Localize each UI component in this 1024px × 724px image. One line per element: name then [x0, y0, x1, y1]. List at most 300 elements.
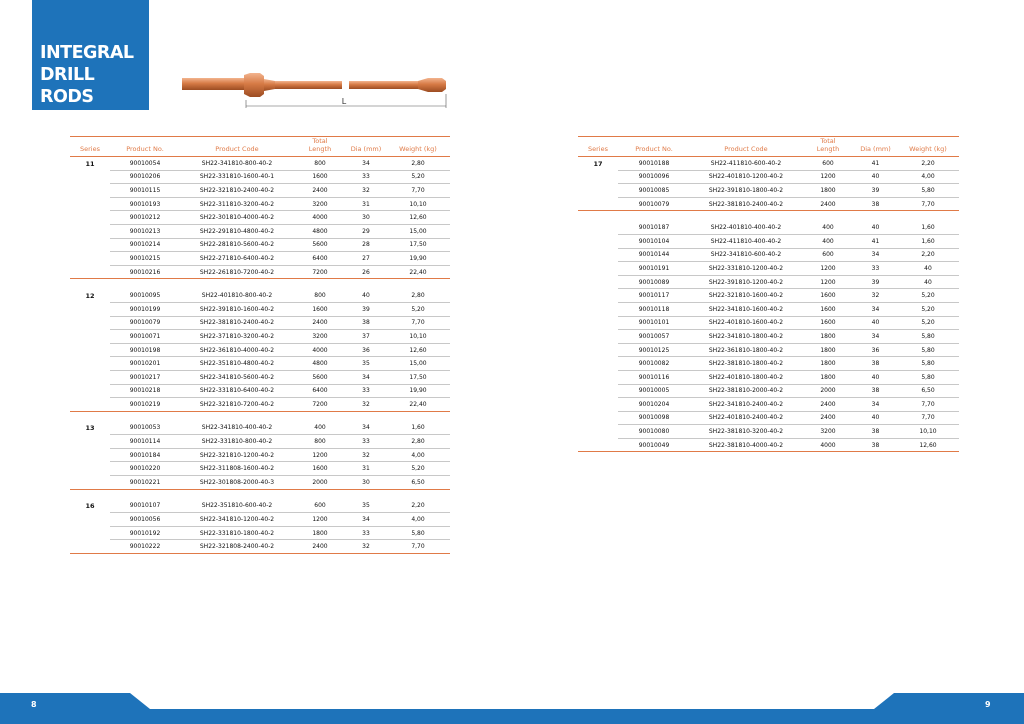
weight-cell: 22,40	[386, 265, 450, 279]
product-no-cell: 90010116	[618, 370, 690, 384]
total-length-cell: 2000	[802, 384, 854, 398]
product-code-cell: SH22-351810-600-40-2	[180, 500, 294, 513]
weight-cell: 2,20	[386, 500, 450, 513]
page-number-right: 9	[985, 700, 991, 709]
product-no-cell: 90010054	[110, 157, 180, 171]
product-no-cell: 90010213	[110, 224, 180, 238]
total-length-cell: 1800	[802, 330, 854, 344]
header-weight: Weight (kg)	[897, 137, 959, 157]
series-cell	[70, 448, 110, 462]
weight-cell: 5,80	[897, 370, 959, 384]
series-cell	[70, 316, 110, 330]
table-header	[578, 137, 959, 157]
weight-cell: 2,20	[897, 157, 959, 171]
dia-cell: 34	[346, 370, 386, 384]
dia-cell: 41	[854, 157, 897, 171]
total-length-cell: 6400	[294, 384, 346, 398]
product-code-cell: SH22-301810-4000-40-2	[180, 211, 294, 225]
table-row	[70, 526, 450, 540]
product-code-cell: SH22-321810-2400-40-2	[180, 184, 294, 198]
total-length-cell: 2400	[294, 184, 346, 198]
dia-cell: 28	[346, 238, 386, 252]
product-no-cell: 90010056	[110, 513, 180, 527]
product-code-cell: SH22-311808-1600-40-2	[180, 462, 294, 476]
series-cell	[578, 370, 618, 384]
left-product-table	[70, 136, 450, 554]
dia-cell: 38	[854, 197, 897, 211]
dia-cell: 37	[346, 330, 386, 344]
series-cell	[70, 343, 110, 357]
table-row	[70, 197, 450, 211]
product-code-cell: SH22-341810-1800-40-2	[690, 330, 802, 344]
table-row	[70, 357, 450, 371]
product-no-cell: 90010216	[110, 265, 180, 279]
total-length-cell: 1200	[802, 275, 854, 289]
table-row	[70, 462, 450, 476]
product-code-cell: SH22-331810-6400-40-2	[180, 384, 294, 398]
series-cell	[578, 384, 618, 398]
header-series: Series	[578, 137, 618, 157]
product-no-cell: 90010079	[110, 316, 180, 330]
total-length-cell: 4800	[294, 357, 346, 371]
series-cell	[578, 234, 618, 248]
total-length-cell: 1600	[802, 302, 854, 316]
rod-length-label: L	[341, 97, 347, 106]
table-row	[70, 343, 450, 357]
total-length-cell: 3200	[294, 197, 346, 211]
total-length-cell: 1200	[294, 448, 346, 462]
product-no-cell: 90010057	[618, 330, 690, 344]
series-cell	[70, 357, 110, 371]
table-row	[70, 422, 450, 435]
product-code-cell: SH22-321810-1200-40-2	[180, 448, 294, 462]
header-product-no: Product No.	[618, 137, 690, 157]
table-row	[578, 357, 959, 371]
total-length-cell: 600	[802, 157, 854, 171]
dia-cell: 33	[346, 170, 386, 184]
dia-cell: 31	[346, 197, 386, 211]
product-no-cell: 90010095	[110, 289, 180, 302]
product-code-cell: SH22-331810-1200-40-2	[690, 262, 802, 276]
weight-cell: 2,20	[897, 248, 959, 262]
total-length-cell: 1600	[294, 302, 346, 316]
series-cell	[70, 265, 110, 279]
weight-cell: 5,20	[897, 289, 959, 303]
table-row	[70, 384, 450, 398]
total-length-cell: 400	[294, 422, 346, 435]
product-no-cell: 90010222	[110, 540, 180, 554]
table-row	[70, 513, 450, 527]
product-no-cell: 90010199	[110, 302, 180, 316]
weight-cell: 10,10	[386, 197, 450, 211]
table-row	[578, 184, 959, 198]
table-row	[578, 343, 959, 357]
table-row	[578, 302, 959, 316]
table-row	[70, 289, 450, 302]
page-number-left: 8	[31, 700, 37, 709]
dia-cell: 40	[854, 316, 897, 330]
table-row	[578, 411, 959, 425]
total-length-cell: 1600	[294, 170, 346, 184]
product-code-cell: SH22-361810-4000-40-2	[180, 343, 294, 357]
total-length-cell: 7200	[294, 398, 346, 412]
series-cell	[70, 170, 110, 184]
dia-cell: 26	[346, 265, 386, 279]
total-length-cell: 1800	[294, 526, 346, 540]
series-cell	[578, 302, 618, 316]
table-row	[70, 330, 450, 344]
table-row	[70, 316, 450, 330]
table-row	[578, 438, 959, 452]
table-row	[70, 370, 450, 384]
total-length-cell: 5600	[294, 238, 346, 252]
table-row	[70, 265, 450, 279]
product-code-cell: SH22-381810-2000-40-2	[690, 384, 802, 398]
dia-cell: 35	[346, 357, 386, 371]
product-code-cell: SH22-331810-1800-40-2	[180, 526, 294, 540]
table-row	[70, 435, 450, 449]
weight-cell: 2,80	[386, 435, 450, 449]
series-cell: 16	[85, 502, 95, 511]
weight-cell: 1,60	[386, 422, 450, 435]
product-no-cell: 90010215	[110, 252, 180, 266]
header-total-length: Total Length	[294, 137, 346, 157]
series-cell	[70, 540, 110, 554]
weight-cell: 4,00	[386, 513, 450, 527]
dia-cell: 38	[854, 438, 897, 452]
weight-cell: 7,70	[897, 197, 959, 211]
table-row	[578, 221, 959, 234]
dia-cell: 40	[854, 221, 897, 234]
product-code-cell: SH22-411810-600-40-2	[690, 157, 802, 171]
weight-cell: 7,70	[386, 540, 450, 554]
title-box	[32, 0, 149, 110]
weight-cell: 12,60	[386, 211, 450, 225]
series-cell	[578, 343, 618, 357]
product-no-cell: 90010101	[618, 316, 690, 330]
total-length-cell: 600	[802, 248, 854, 262]
weight-cell: 2,80	[386, 157, 450, 171]
series-cell: 17	[593, 159, 603, 168]
total-length-cell: 1800	[802, 343, 854, 357]
total-length-cell: 2400	[802, 398, 854, 412]
table-row	[70, 170, 450, 184]
total-length-cell: 4000	[802, 438, 854, 452]
dia-cell: 40	[854, 411, 897, 425]
series-cell	[70, 513, 110, 527]
total-length-cell: 800	[294, 289, 346, 302]
series-cell	[70, 370, 110, 384]
product-code-cell: SH22-391810-1200-40-2	[690, 275, 802, 289]
group-spacer	[70, 411, 450, 422]
product-code-cell: SH22-341810-1600-40-2	[690, 302, 802, 316]
weight-cell: 12,60	[386, 343, 450, 357]
product-no-cell: 90010198	[110, 343, 180, 357]
weight-cell: 5,80	[897, 343, 959, 357]
weight-cell: 5,80	[386, 526, 450, 540]
product-no-cell: 90010217	[110, 370, 180, 384]
series-cell	[70, 476, 110, 490]
product-no-cell: 90010080	[618, 425, 690, 439]
series-cell	[578, 275, 618, 289]
dia-cell: 39	[346, 302, 386, 316]
product-no-cell: 90010192	[110, 526, 180, 540]
product-code-cell: SH22-331810-800-40-2	[180, 435, 294, 449]
series-cell	[578, 411, 618, 425]
total-length-cell: 1200	[294, 513, 346, 527]
weight-cell: 6,50	[897, 384, 959, 398]
product-code-cell: SH22-351810-4800-40-2	[180, 357, 294, 371]
product-code-cell: SH22-261810-7200-40-2	[180, 265, 294, 279]
product-no-cell: 90010184	[110, 448, 180, 462]
product-no-cell: 90010201	[110, 357, 180, 371]
total-length-cell: 1800	[802, 184, 854, 198]
total-length-cell: 400	[802, 221, 854, 234]
product-no-cell: 90010085	[618, 184, 690, 198]
product-code-cell: SH22-381810-4000-40-2	[690, 438, 802, 452]
series-cell: 13	[85, 424, 95, 433]
series-cell	[70, 211, 110, 225]
product-code-cell: SH22-321810-7200-40-2	[180, 398, 294, 412]
product-code-cell: SH22-401810-400-40-2	[690, 221, 802, 234]
weight-cell: 12,60	[897, 438, 959, 452]
dia-cell: 29	[346, 224, 386, 238]
table-header	[70, 137, 450, 157]
weight-cell: 15,00	[386, 357, 450, 371]
product-no-cell: 90010219	[110, 398, 180, 412]
total-length-cell: 1200	[802, 170, 854, 184]
weight-cell: 5,20	[386, 302, 450, 316]
table-row	[70, 302, 450, 316]
header-dia: Dia (mm)	[346, 137, 386, 157]
product-no-cell: 90010079	[618, 197, 690, 211]
dia-cell: 41	[854, 234, 897, 248]
product-no-cell: 90010104	[618, 234, 690, 248]
weight-cell: 40	[897, 262, 959, 276]
product-code-cell: SH22-341810-2400-40-2	[690, 398, 802, 412]
dia-cell: 34	[854, 398, 897, 412]
dia-cell: 34	[346, 513, 386, 527]
group-spacer	[70, 489, 450, 500]
product-no-cell: 90010117	[618, 289, 690, 303]
product-no-cell: 90010049	[618, 438, 690, 452]
product-code-cell: SH22-311810-3200-40-2	[180, 197, 294, 211]
series-cell	[578, 398, 618, 412]
product-code-cell: SH22-371810-3200-40-2	[180, 330, 294, 344]
dia-cell: 32	[346, 398, 386, 412]
dia-cell: 40	[346, 289, 386, 302]
header-weight: Weight (kg)	[386, 137, 450, 157]
weight-cell: 17,50	[386, 238, 450, 252]
weight-cell: 7,70	[386, 316, 450, 330]
total-length-cell: 1600	[802, 289, 854, 303]
total-length-cell: 4000	[294, 343, 346, 357]
table-row	[70, 157, 450, 171]
series-cell	[578, 221, 618, 234]
product-no-cell: 90010188	[618, 157, 690, 171]
product-code-cell: SH22-401810-1600-40-2	[690, 316, 802, 330]
table-row	[70, 224, 450, 238]
dia-cell: 30	[346, 211, 386, 225]
table-row	[578, 170, 959, 184]
table-row	[578, 275, 959, 289]
group-spacer	[70, 279, 450, 290]
weight-cell: 4,00	[386, 448, 450, 462]
title-line-3: RODS	[40, 87, 94, 107]
weight-cell: 4,00	[897, 170, 959, 184]
product-no-cell: 90010193	[110, 197, 180, 211]
total-length-cell: 2400	[294, 316, 346, 330]
dia-cell: 34	[346, 422, 386, 435]
product-no-cell: 90010191	[618, 262, 690, 276]
series-cell: 11	[85, 159, 95, 168]
product-code-cell: SH22-401810-1200-40-2	[690, 170, 802, 184]
total-length-cell: 3200	[294, 330, 346, 344]
weight-cell: 15,00	[386, 224, 450, 238]
series-cell	[70, 224, 110, 238]
dia-cell: 30	[346, 476, 386, 490]
product-code-cell: SH22-341810-5600-40-2	[180, 370, 294, 384]
product-code-cell: SH22-341810-600-40-2	[690, 248, 802, 262]
series-cell	[578, 357, 618, 371]
table-row	[578, 157, 959, 171]
table-row	[578, 398, 959, 412]
series-cell	[70, 252, 110, 266]
product-code-cell: SH22-391810-1800-40-2	[690, 184, 802, 198]
table-row	[70, 448, 450, 462]
product-no-cell: 90010214	[110, 238, 180, 252]
weight-cell: 5,20	[897, 316, 959, 330]
product-code-cell: SH22-341810-800-40-2	[180, 157, 294, 171]
dia-cell: 40	[854, 370, 897, 384]
weight-cell: 5,80	[897, 330, 959, 344]
dia-cell: 31	[346, 462, 386, 476]
dia-cell: 36	[854, 343, 897, 357]
header-total-length: Total Length	[802, 137, 854, 157]
weight-cell: 22,40	[386, 398, 450, 412]
total-length-cell: 1600	[294, 462, 346, 476]
dia-cell: 38	[854, 384, 897, 398]
table-row	[578, 330, 959, 344]
title-line-1: INTEGRAL	[40, 43, 134, 63]
product-no-cell: 90010144	[618, 248, 690, 262]
weight-cell: 19,90	[386, 384, 450, 398]
weight-cell: 10,10	[897, 425, 959, 439]
product-code-cell: SH22-321810-1600-40-2	[690, 289, 802, 303]
table-row	[578, 316, 959, 330]
series-cell	[578, 170, 618, 184]
weight-cell: 19,90	[386, 252, 450, 266]
product-code-cell: SH22-411810-400-40-2	[690, 234, 802, 248]
product-no-cell: 90010125	[618, 343, 690, 357]
product-no-cell: 90010187	[618, 221, 690, 234]
dia-cell: 34	[346, 157, 386, 171]
header-product-code: Product Code	[180, 137, 294, 157]
total-length-cell: 4000	[294, 211, 346, 225]
product-code-cell: SH22-391810-1600-40-2	[180, 302, 294, 316]
table-row	[70, 238, 450, 252]
group-spacer	[578, 211, 959, 222]
dia-cell: 36	[346, 343, 386, 357]
series-cell	[70, 238, 110, 252]
dia-cell: 38	[346, 316, 386, 330]
dia-cell: 32	[854, 289, 897, 303]
series-cell	[70, 197, 110, 211]
weight-cell: 10,10	[386, 330, 450, 344]
right-table-body	[578, 157, 959, 452]
total-length-cell: 2400	[802, 411, 854, 425]
drill-rod-illustration	[180, 72, 460, 114]
product-no-cell: 90010114	[110, 435, 180, 449]
weight-cell: 5,80	[897, 184, 959, 198]
dia-cell: 34	[854, 248, 897, 262]
series-cell	[578, 330, 618, 344]
table-row	[70, 540, 450, 554]
left-table-body	[70, 157, 450, 554]
series-cell	[578, 316, 618, 330]
weight-cell: 40	[897, 275, 959, 289]
page-title	[40, 42, 134, 108]
total-length-cell: 1800	[802, 357, 854, 371]
dia-cell: 38	[854, 425, 897, 439]
dia-cell: 39	[854, 184, 897, 198]
weight-cell: 7,70	[386, 184, 450, 198]
product-no-cell: 90010115	[110, 184, 180, 198]
series-cell	[70, 526, 110, 540]
product-code-cell: SH22-301808-2000-40-3	[180, 476, 294, 490]
weight-cell: 5,20	[897, 302, 959, 316]
total-length-cell: 1800	[802, 370, 854, 384]
dia-cell: 32	[346, 540, 386, 554]
total-length-cell: 1600	[802, 316, 854, 330]
product-no-cell: 90010204	[618, 398, 690, 412]
dia-cell: 39	[854, 275, 897, 289]
table-row	[70, 252, 450, 266]
total-length-cell: 1200	[802, 262, 854, 276]
weight-cell: 2,80	[386, 289, 450, 302]
product-no-cell: 90010053	[110, 422, 180, 435]
product-no-cell: 90010218	[110, 384, 180, 398]
total-length-cell: 3200	[802, 425, 854, 439]
total-length-cell: 2400	[802, 197, 854, 211]
product-code-cell: SH22-381810-2400-40-2	[180, 316, 294, 330]
product-no-cell: 90010221	[110, 476, 180, 490]
weight-cell: 6,50	[386, 476, 450, 490]
weight-cell: 17,50	[386, 370, 450, 384]
table-row	[578, 370, 959, 384]
series-cell	[578, 262, 618, 276]
product-code-cell: SH22-381810-2400-40-2	[690, 197, 802, 211]
total-length-cell: 800	[294, 435, 346, 449]
series-cell	[70, 462, 110, 476]
product-code-cell: SH22-341810-400-40-2	[180, 422, 294, 435]
product-no-cell: 90010089	[618, 275, 690, 289]
product-code-cell: SH22-281810-5600-40-2	[180, 238, 294, 252]
table-row	[70, 398, 450, 412]
total-length-cell: 2000	[294, 476, 346, 490]
series-cell	[578, 438, 618, 452]
series-cell	[70, 398, 110, 412]
series-cell	[70, 435, 110, 449]
dia-cell: 34	[854, 302, 897, 316]
total-length-cell: 7200	[294, 265, 346, 279]
product-no-cell: 90010206	[110, 170, 180, 184]
product-code-cell: SH22-341810-1200-40-2	[180, 513, 294, 527]
series-cell	[70, 184, 110, 198]
table-row	[578, 248, 959, 262]
weight-cell: 5,80	[897, 357, 959, 371]
table-row	[578, 197, 959, 211]
